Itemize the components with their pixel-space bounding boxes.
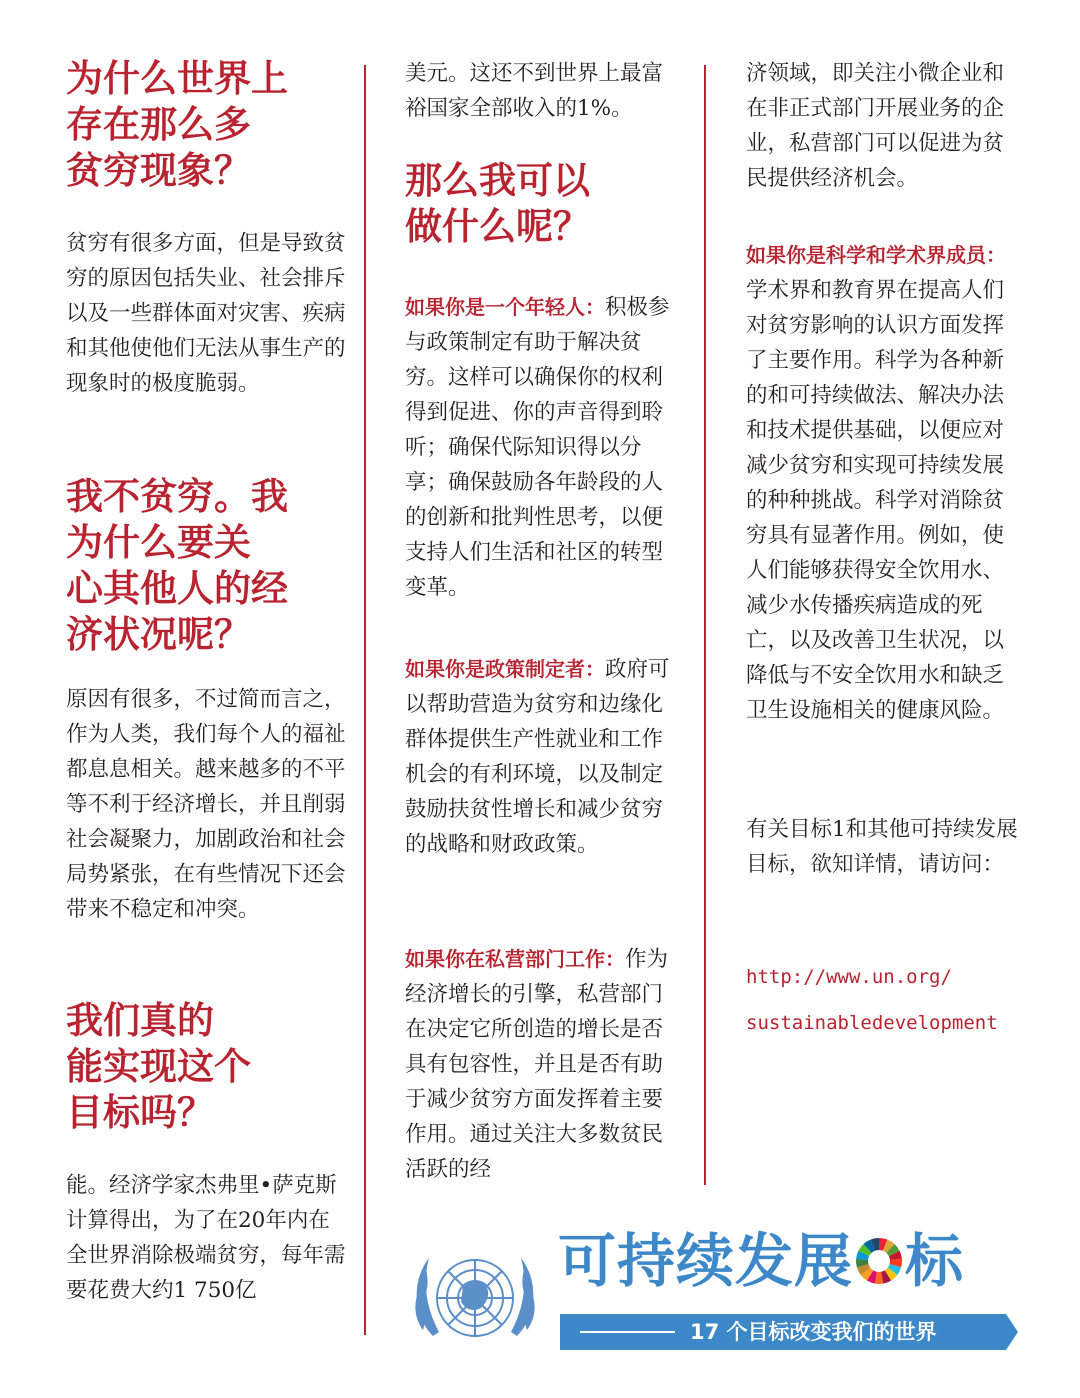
- link-line-1[interactable]: http://www.un.org/: [746, 966, 952, 988]
- para-usd: 美元。这还不到世界上最富裕国家全部收入的1%。: [405, 61, 664, 121]
- section-private-sector: [405, 942, 675, 1187]
- heading-why-poverty: 为什么世界上 存在那么多 贫穷现象？: [66, 57, 288, 192]
- un-emblem-icon: [403, 1236, 548, 1360]
- column-divider-2: [704, 65, 706, 1185]
- section-policy-maker: [405, 652, 675, 862]
- para-reasons: 原因有很多，不过简而言之，作为人类，我们每个人的福祉都息息相关。越来越多的不平等不利于经济增长，并且削弱社会凝聚力，加剧政治和社会局势紧张，在有些情况下还会带来不稳定和冲突。: [66, 687, 346, 922]
- column-divider-1: [364, 65, 366, 1335]
- text-youth: 积极参与政策制定有助于解决贫穷。这样可以确保你的权利得到促进、你的声音得到聆听；确保代际知识得以分享；确保鼓励各年龄段的人的创新和批判性思考，以便支持人们生活和社区的转型变革。: [405, 295, 670, 600]
- label-policy-maker: 如果你是政策制定者：: [405, 657, 605, 681]
- link-line-2[interactable]: sustainabledevelopment: [746, 1012, 998, 1034]
- para-poverty-causes: 贫穷有很多方面，但是导致贫穷的原因包括失业、社会排斥以及一些群体面对灾害、疾病和其他使他们无法从事生产的现象时的极度脆弱。: [66, 231, 346, 396]
- heading-what-can-i-do: 那么我可以 做什么呢？: [405, 159, 590, 248]
- text-science: 学术界和教育界在提高人们对贫穷影响的认识方面发挥了主要作用。科学为各种新的和可持续做法、解决办法和技术提供基础，以便应对减少贫穷和实现可持续发展的种种挑战。科学对消除贫穷具有显著作用。例如，使人们能够获得安全饮用水、减少水传播疾病造成的死亡，以及改善卫生状况，以降低与不安全饮用水和缺乏卫生设施相关的健康风险。: [746, 278, 1005, 723]
- label-private-sector: 如果你在私营部门工作：: [405, 947, 625, 971]
- section-youth: [405, 290, 675, 605]
- sdg-banner-text: 17 个目标改变我们的世界: [690, 1320, 937, 1344]
- heading-why-care: 我不贫穷。我 为什么要关 心其他人的经 济状况呢？: [66, 475, 288, 656]
- sdg-wheel-icon: [855, 1237, 903, 1285]
- section-science: [746, 238, 1021, 728]
- para-more-info: 有关目标1和其他可持续发展目标，欲知详情，请访问：: [746, 817, 1018, 877]
- text-policy-maker: 政府可以帮助营造为贫穷和边缘化群体提供生产性就业和工作机会的有利环境，以及制定鼓励扶贫性增长和减少贫穷的战略和财政政策。: [405, 657, 670, 857]
- sdg-title: [558, 1226, 964, 1296]
- para-economic-areas: 济领域，即关注小微企业和在非正式部门开展业务的企业，私营部门可以促进为贫民提供经济机会。: [746, 61, 1005, 191]
- label-youth: 如果你是一个年轻人：: [405, 295, 605, 319]
- sdg-title-part1: 可持续发展: [558, 1227, 854, 1295]
- label-science: 如果你是科学和学术界成员：: [746, 243, 1006, 267]
- link-un-org[interactable]: [746, 954, 998, 1046]
- sdg-title-part2: 标: [905, 1227, 965, 1295]
- para-sachs: 能。经济学家杰弗里•萨克斯计算得出，为了在20年内在全世界消除极端贫穷，每年需要花费大约1 750亿: [66, 1173, 346, 1303]
- text-private-sector: 作为经济增长的引擎，私营部门在决定它所创造的增长是否具有包容性，并且是否有助于减少贫穷方面发挥着主要作用。通过关注大多数贫民活跃的经: [405, 947, 669, 1182]
- heading-can-we-achieve: 我们真的 能实现这个 目标吗？: [66, 999, 251, 1134]
